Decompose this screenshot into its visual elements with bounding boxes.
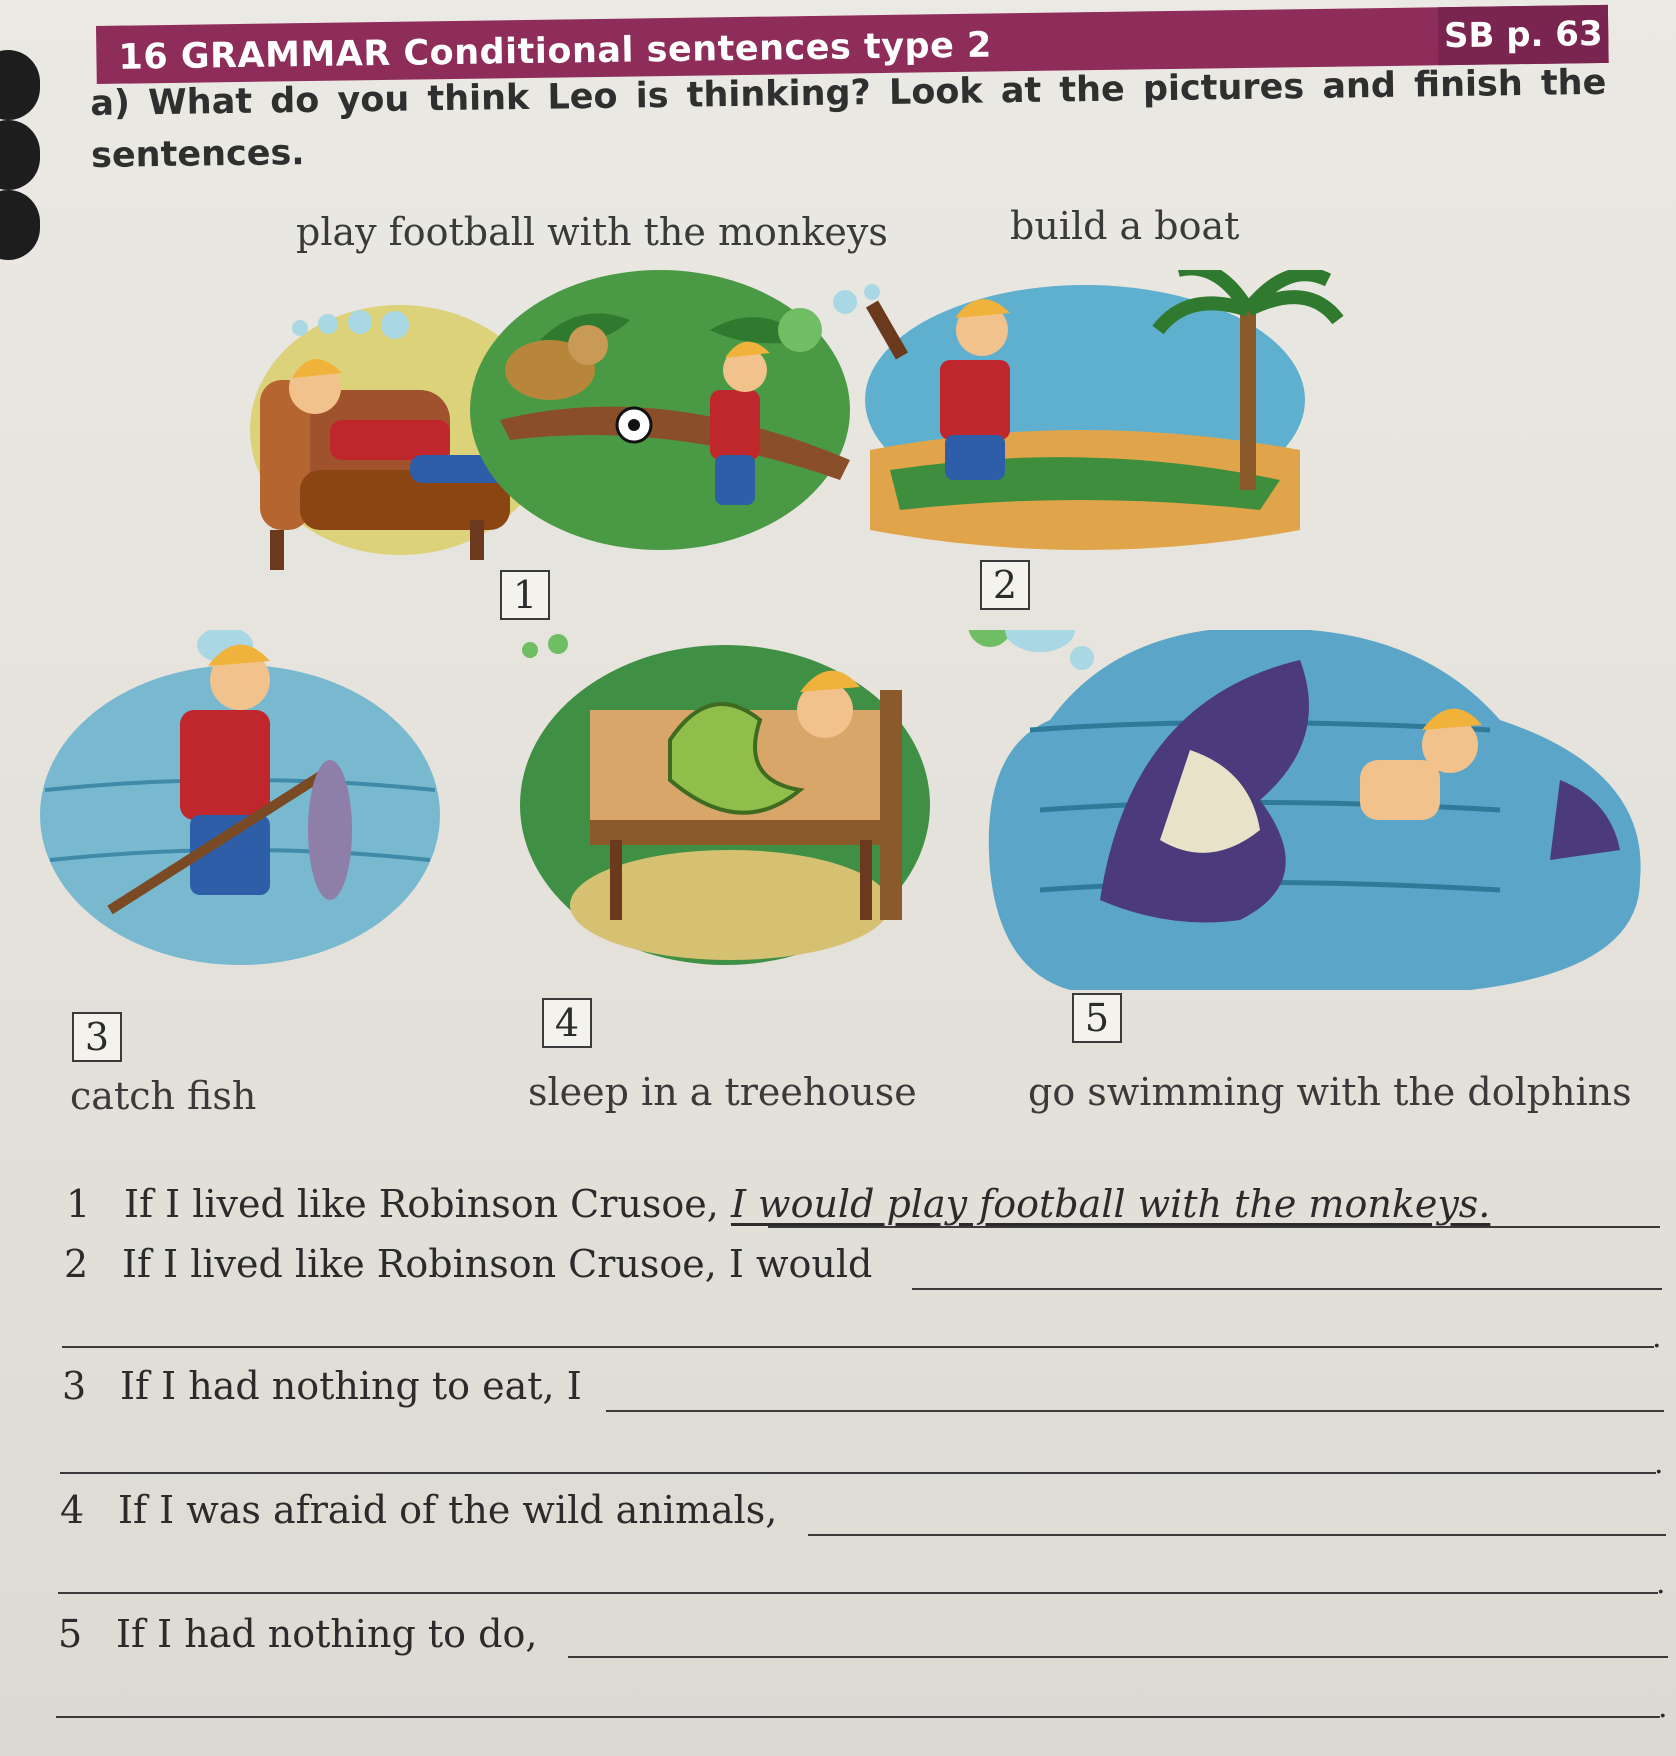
treehouse-illustration — [520, 634, 930, 965]
picture-number-5: 5 — [1072, 993, 1122, 1043]
answer-line[interactable] — [568, 1656, 1668, 1658]
student-book-reference: SB p. 63 — [1438, 5, 1609, 65]
sentence-number: 1 — [66, 1182, 91, 1226]
illustration-top-row — [240, 270, 1470, 620]
section-title: 16 GRAMMAR Conditional sentences type 2 — [118, 25, 993, 78]
caption-picture-5: go swimming with the dolphins — [1028, 1070, 1632, 1114]
sentence-answer: I would play football with the monkeys. — [730, 1182, 1491, 1226]
binder-tabs — [0, 50, 40, 260]
binder-tab — [0, 190, 40, 260]
sentence-1 — [66, 1182, 1490, 1226]
fishing-illustration — [40, 645, 440, 965]
boat-building-illustration — [865, 270, 1338, 550]
sentence-number: 5 — [58, 1612, 83, 1656]
sentence-stem: If I had nothing to eat, I — [120, 1364, 582, 1408]
sentence-number: 4 — [60, 1488, 85, 1532]
line-end-period: . — [1654, 1446, 1664, 1481]
line-end-period: . — [1656, 1566, 1666, 1601]
binder-tab — [0, 50, 40, 120]
line-end-period: . — [1658, 1690, 1668, 1725]
answer-line[interactable] — [62, 1346, 1654, 1348]
sentence-5 — [58, 1612, 537, 1656]
answer-line[interactable] — [768, 1226, 1660, 1228]
picture-number-2: 2 — [980, 560, 1030, 610]
sentence-number: 2 — [64, 1242, 89, 1286]
sentence-3 — [62, 1364, 582, 1408]
picture-number-1: 1 — [500, 570, 550, 620]
answer-line[interactable] — [60, 1472, 1656, 1474]
picture-number-4: 4 — [542, 998, 592, 1048]
sentence-2 — [64, 1242, 872, 1286]
shark-swimming-illustration — [968, 630, 1641, 990]
sentence-stem: If I lived like Robinson Crusoe, I would — [122, 1242, 873, 1286]
answer-line[interactable] — [606, 1410, 1664, 1412]
line-end-period: . — [1652, 1320, 1662, 1355]
caption-picture-4: sleep in a treehouse — [528, 1070, 917, 1114]
illustration-bottom-row — [30, 630, 1670, 1010]
exercise-instruction: a) What do you think Leo is thinking? Look at the pictures and finish the sentences. — [90, 62, 1607, 176]
caption-picture-2: build a boat — [1010, 204, 1240, 248]
answer-line[interactable] — [56, 1716, 1660, 1718]
sentence-4 — [60, 1488, 777, 1532]
sentence-number: 3 — [62, 1364, 87, 1408]
answer-line[interactable] — [58, 1592, 1658, 1594]
sentence-stem: If I lived like Robinson Crusoe, — [124, 1182, 719, 1226]
binder-tab — [0, 120, 40, 190]
caption-picture-3: catch fish — [70, 1074, 257, 1118]
sentence-stem: If I had nothing to do, — [116, 1612, 538, 1656]
answer-line[interactable] — [808, 1534, 1666, 1536]
sentence-stem: If I was afraid of the wild animals, — [118, 1488, 778, 1532]
picture-number-3: 3 — [72, 1012, 122, 1062]
jungle-football-illustration — [470, 270, 880, 550]
caption-picture-1: play football with the monkeys — [296, 210, 888, 254]
answer-line[interactable] — [912, 1288, 1662, 1290]
